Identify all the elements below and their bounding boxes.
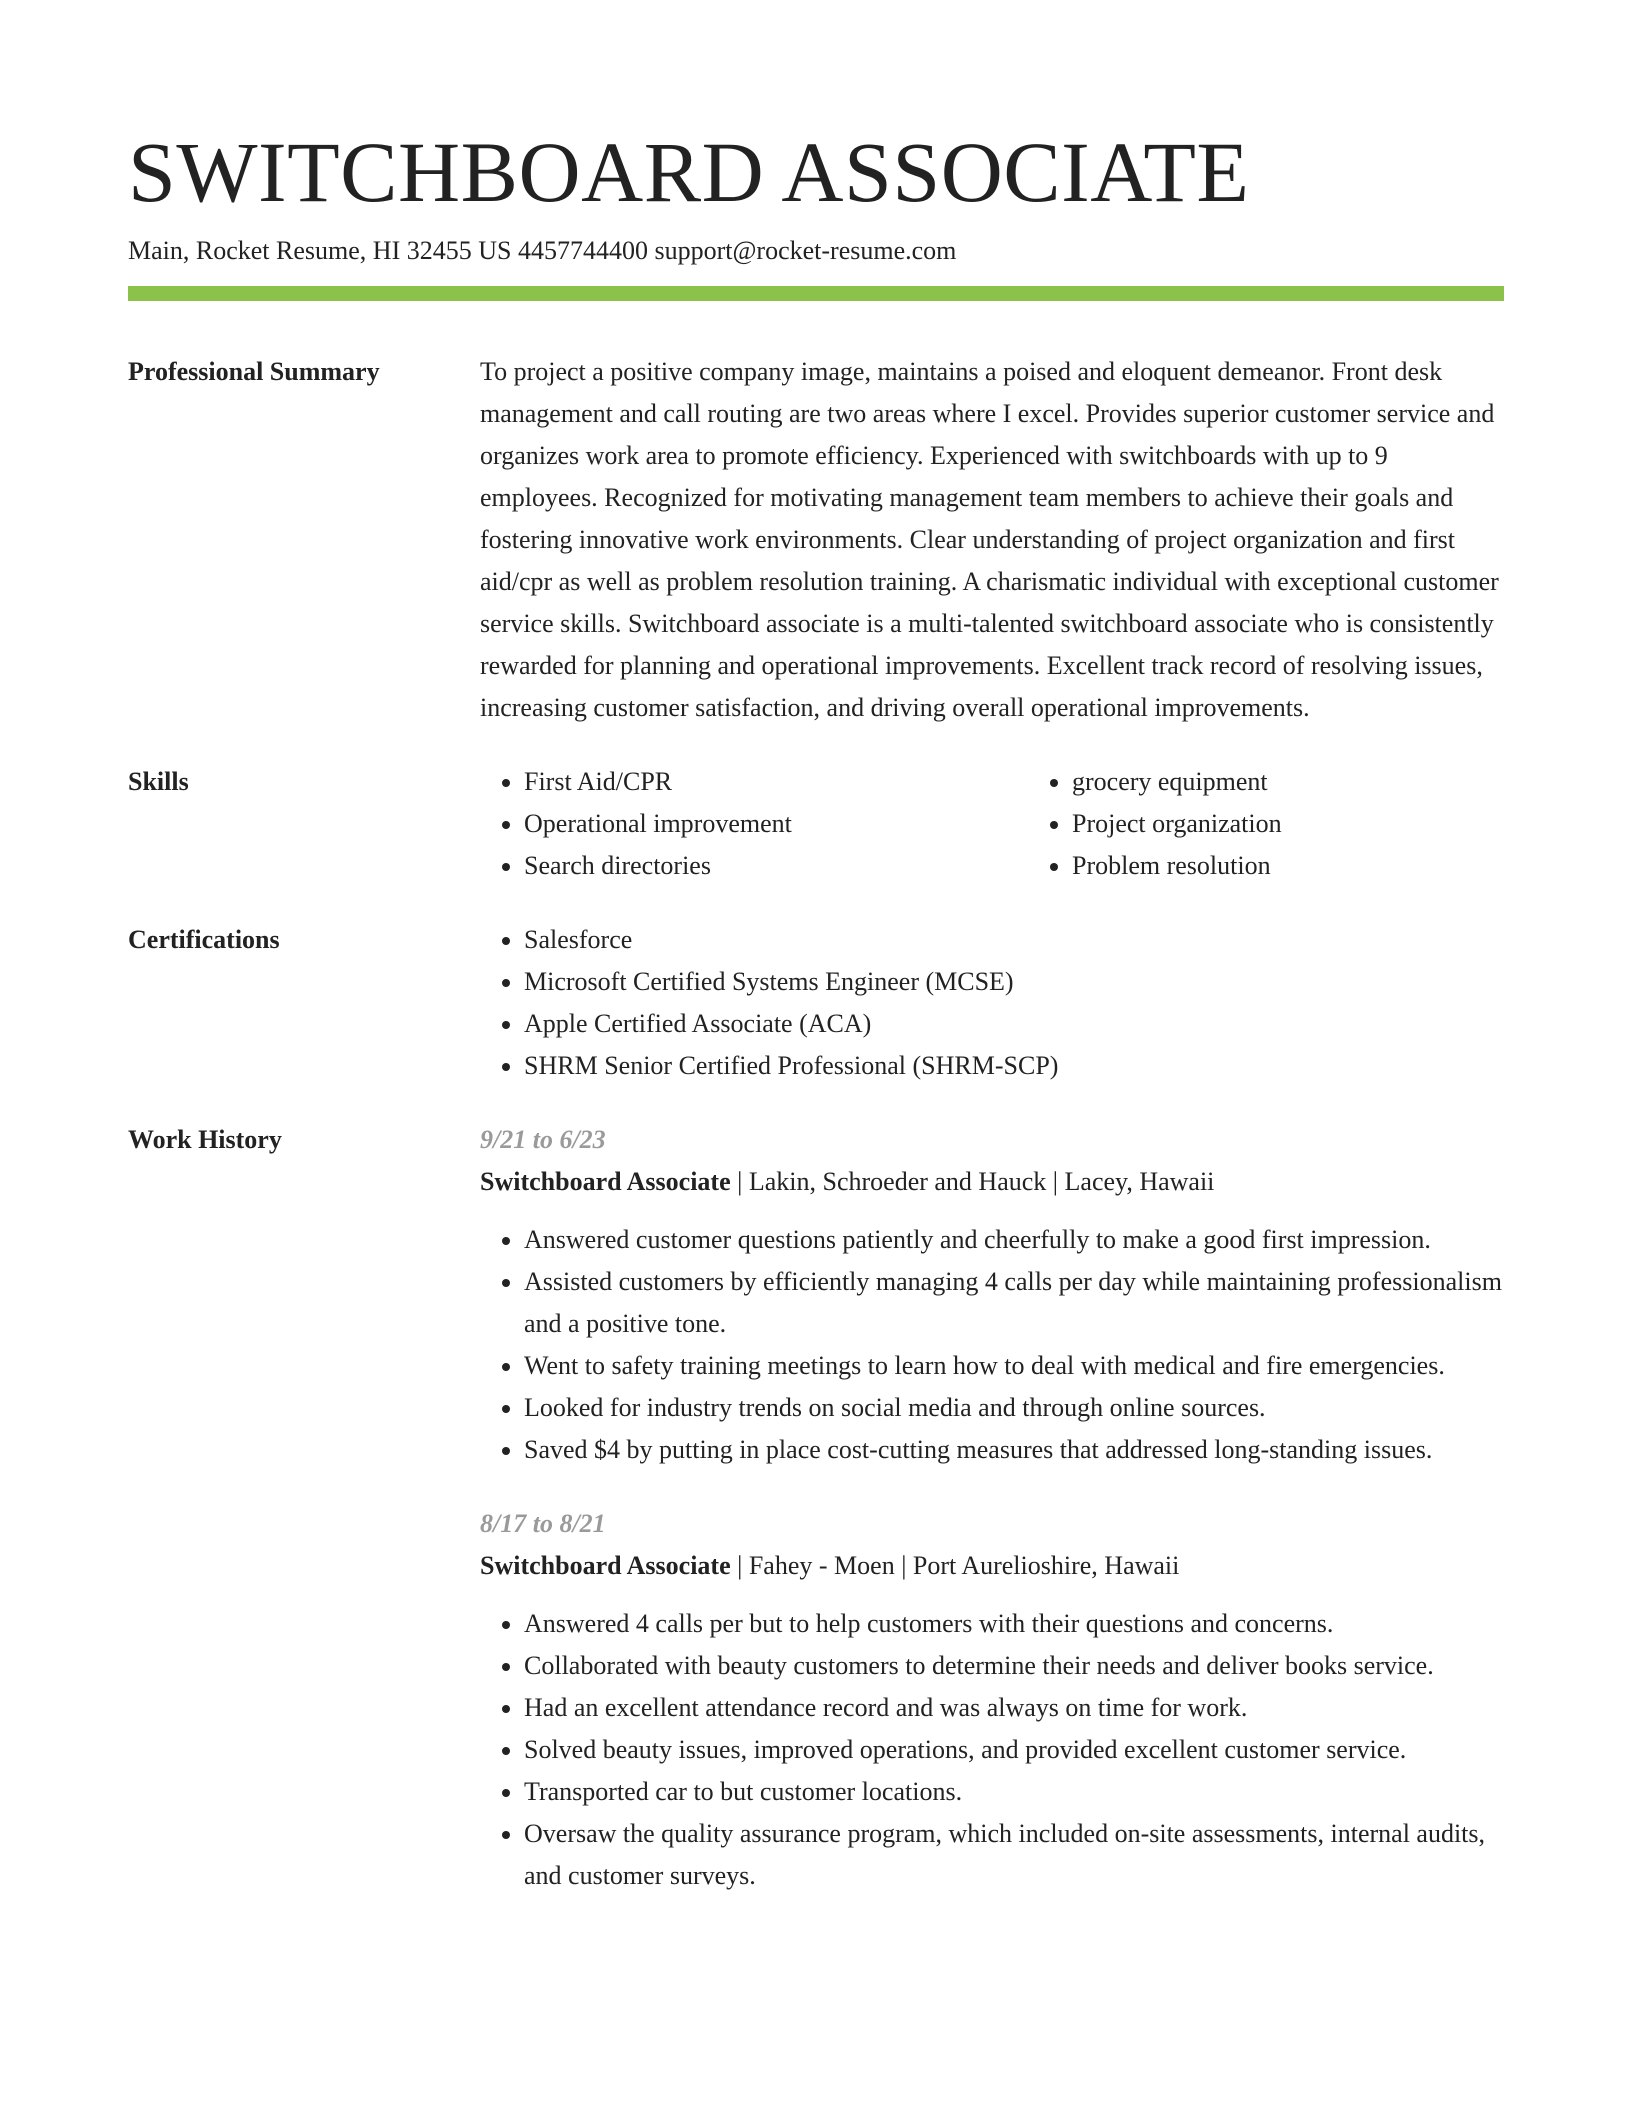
job-bullet: • Collaborated with beauty customers to determine their needs and deliver books service. bbox=[524, 1645, 1504, 1687]
section-heading-skills: Skills bbox=[128, 767, 189, 796]
certifications-content bbox=[480, 919, 1504, 1087]
summary-text: To project a positive company image, maintains a poised and eloquent demeanor. Front desk management and call routing are two areas where I excel. Provides superior customer service and organizes work area to promote efficiency. Experienced with switchboards with up to 9 employees. Recognized for motivating management team members to achieve their goals and fostering innovative work environments. Clear understanding of project organization and first aid/cpr as well as problem resolution training. A charismatic individual with exceptional customer service skills. Switchboard associate is a multi-talented switchboard associate who is consistently rewarded for planning and operational improvements. Excellent track record of resolving issues, increasing customer satisfaction, and driving overall operational improvements. bbox=[480, 357, 1499, 722]
job-company: Lakin, Schroeder and Hauck bbox=[748, 1167, 1047, 1196]
job-company: Fahey - Moen bbox=[748, 1551, 895, 1580]
skill-item: • Search directories bbox=[524, 845, 1028, 887]
job-bullet: • Saved $4 by putting in place cost-cutting measures that addressed long-standing issues. bbox=[524, 1429, 1504, 1471]
skill-item: • Operational improvement bbox=[524, 803, 1028, 845]
job-bullet: • Oversaw the quality assurance program, which included on-site assessments, internal audits, and customer surveys. bbox=[524, 1813, 1504, 1897]
job-bullet: • Transported car to but customer locations. bbox=[524, 1771, 1504, 1813]
skill-item: • Project organization bbox=[1072, 803, 1576, 845]
job-heading: Switchboard Associate | Fahey - Moen | Port Aurelioshire, Hawaii bbox=[480, 1551, 1180, 1580]
certification-item: • Apple Certified Associate (ACA) bbox=[524, 1003, 1504, 1045]
job-bullet: • Had an excellent attendance record and was always on time for work. bbox=[524, 1687, 1504, 1729]
job-heading: Switchboard Associate | Lakin, Schroeder and Hauck | Lacey, Hawaii bbox=[480, 1167, 1215, 1196]
job-entry bbox=[480, 1119, 1504, 1471]
resume-name: SWITCHBOARD ASSOCIATE bbox=[128, 124, 1250, 220]
contact-email: support@rocket-resume.com bbox=[654, 236, 957, 265]
job-bullet: • Answered customer questions patiently and cheerfully to make a good first impression. bbox=[524, 1219, 1504, 1261]
section-heading-certifications: Certifications bbox=[128, 925, 280, 954]
certification-item: • Microsoft Certified Systems Engineer (MCSE) bbox=[524, 961, 1504, 1003]
work-history-content bbox=[480, 1119, 1504, 1897]
skills-column-1 bbox=[480, 761, 1028, 887]
skill-item: • Problem resolution bbox=[1072, 845, 1576, 887]
summary-section bbox=[128, 351, 1504, 729]
job-bullet: • Solved beauty issues, improved operations, and provided excellent customer service. bbox=[524, 1729, 1504, 1771]
job-title: Switchboard Associate bbox=[480, 1551, 731, 1580]
contact-phone: 4457744400 bbox=[517, 236, 648, 265]
job-bullets bbox=[480, 1219, 1504, 1471]
skill-item: • First Aid/CPR bbox=[524, 761, 1028, 803]
job-entry bbox=[480, 1503, 1504, 1897]
certification-item: • SHRM Senior Certified Professional (SHRM-SCP) bbox=[524, 1045, 1504, 1087]
skills-column-2 bbox=[1028, 761, 1576, 887]
job-dates: 8/17 to 8/21 bbox=[480, 1509, 606, 1538]
certification-item: • Salesforce bbox=[524, 919, 1504, 961]
summary-content bbox=[480, 351, 1504, 729]
job-bullets bbox=[480, 1603, 1504, 1897]
skills-grid bbox=[480, 761, 1576, 887]
certifications-section bbox=[128, 919, 1504, 1087]
header-divider bbox=[128, 286, 1504, 301]
job-title: Switchboard Associate bbox=[480, 1167, 731, 1196]
skills-section bbox=[128, 761, 1504, 887]
job-dates: 9/21 to 6/23 bbox=[480, 1125, 606, 1154]
section-heading-summary: Professional Summary bbox=[128, 357, 380, 386]
contact-address: Main, Rocket Resume, HI 32455 US bbox=[128, 236, 512, 265]
work-history-section bbox=[128, 1119, 1504, 1897]
job-bullet: • Assisted customers by efficiently managing 4 calls per day while maintaining professionalism and a positive tone. bbox=[524, 1261, 1504, 1345]
skill-item: • grocery equipment bbox=[1072, 761, 1576, 803]
job-bullet: • Answered 4 calls per but to help customers with their questions and concerns. bbox=[524, 1603, 1504, 1645]
certifications-list bbox=[480, 919, 1504, 1087]
contact-line bbox=[128, 234, 1504, 268]
section-heading-work-history: Work History bbox=[128, 1125, 282, 1154]
job-bullet: • Went to safety training meetings to learn how to deal with medical and fire emergencies. bbox=[524, 1345, 1504, 1387]
resume-page bbox=[128, 118, 1504, 1897]
job-location: Lacey, Hawaii bbox=[1064, 1167, 1215, 1196]
job-bullet: • Looked for industry trends on social media and through online sources. bbox=[524, 1387, 1504, 1429]
job-location: Port Aurelioshire, Hawaii bbox=[912, 1551, 1180, 1580]
